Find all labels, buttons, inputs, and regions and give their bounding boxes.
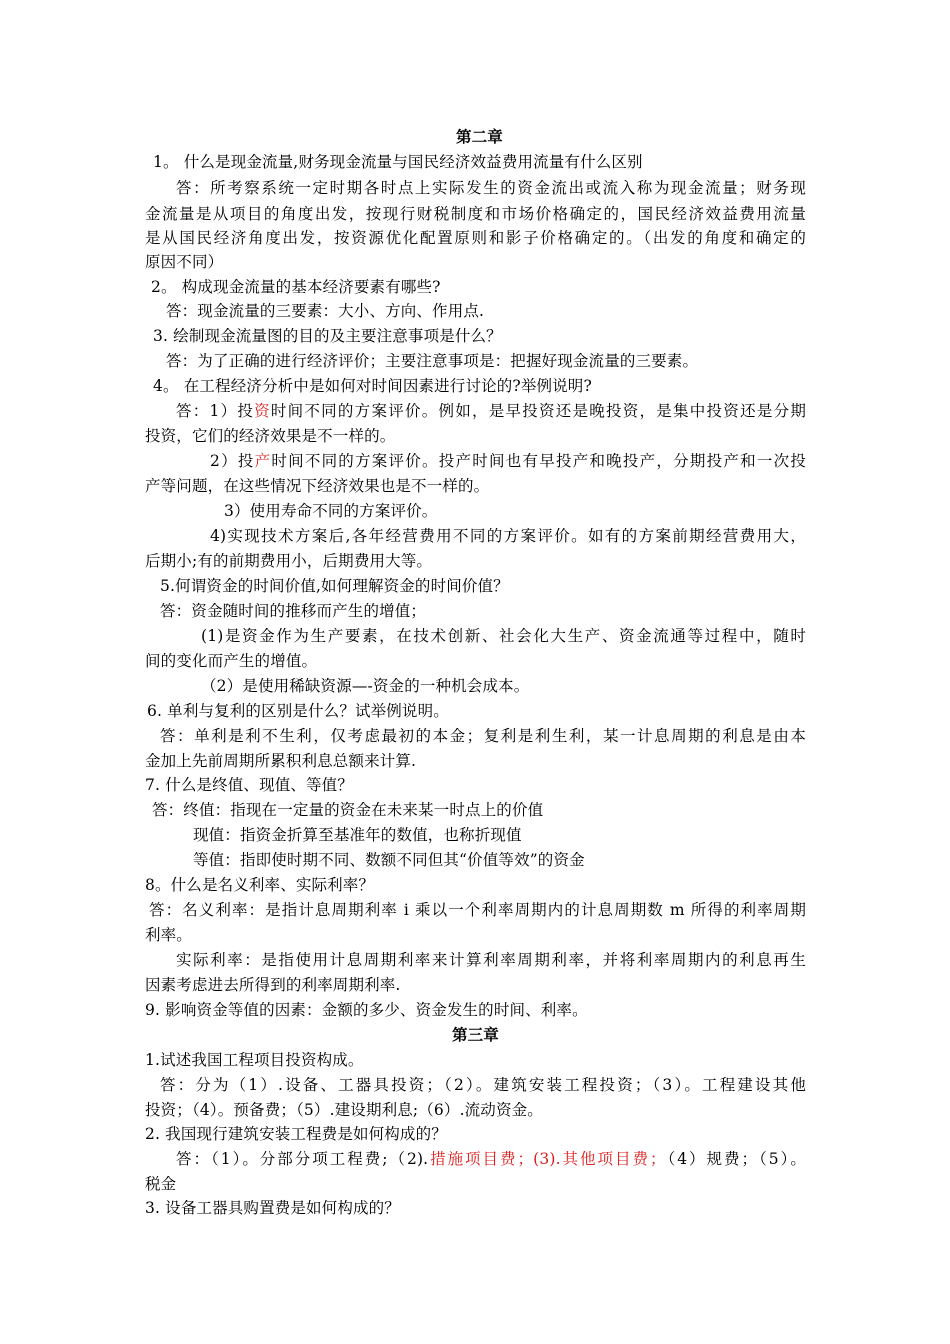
answer-2: 答：现金流量的三要素：大小、方向、作用点. — [166, 302, 485, 320]
answer-8-nominal: 答：名义利率：是指计息周期利率 i 乘以一个利率周期内的计息周期数 m 所得的利率周期 — [149, 901, 806, 919]
answer-8-effective: 实际利率：是指使用计息周期利率来计算利率周期利率，并将利率周期内的利息再生 — [176, 951, 806, 969]
chapter-3-answer-2-cont: 税金 — [145, 1175, 177, 1193]
chapter-3-title: 第三章 — [452, 1025, 499, 1044]
answer-7-equivalent-value: 等值：指即使时期不同、数额不同但其“价值等效”的资金 — [193, 851, 585, 869]
answer-8-nominal-cont: 利率。 — [145, 926, 192, 944]
answer-8-effective-cont: 因素考虑进去所得到的利率周期利率. — [145, 976, 401, 994]
question-8: 8。什么是名义利率、实际利率？ — [145, 876, 375, 894]
answer-4-item-2-pre: 2）投 — [210, 452, 255, 470]
answer-4-item-3: 3）使用寿命不同的方案评价。 — [224, 502, 438, 520]
answer-3: 答：为了正确的进行经济评价；主要注意事项是：把握好现金流量的三要素。 — [166, 352, 699, 370]
answer-6-cont: 金加上先前周期所累积利息总额来计算. — [145, 752, 417, 770]
answer-4-item-4-cont: 后期小;有的前期费用小，后期费用大等。 — [145, 552, 433, 570]
answer-4-item-1-post: 时间不同的方案评价。例如，是早投资还是晚投资，是集中投资还是分期 — [270, 402, 806, 420]
answer-5-item-2: （2）是使用稀缺资源—-资金的一种机会成本。 — [201, 677, 530, 695]
chapter-3-question-2: 2. 我国现行建筑安装工程费是如何构成的？ — [145, 1125, 447, 1143]
chapter-3-question-1: 1.试述我国工程项目投资构成。 — [145, 1051, 364, 1069]
highlight-text: 措施项目费；(3).其他项目费； — [428, 1150, 666, 1168]
chapter-3-answer-2-post: （4）规费；（5）。 — [665, 1150, 806, 1168]
answer-4-item-4: 4)实现技术方案后,各年经营费用不同的方案评价。如有的方案前期经营费用大， — [210, 527, 806, 545]
chapter-3-answer-1-cont: 投资；（4）。预备费；（5）.建设期利息;（6）.流动资金。 — [145, 1101, 543, 1119]
question-6: 6. 单利与复利的区别是什么？试举例说明。 — [147, 702, 449, 720]
highlight-text: 资 — [254, 402, 271, 420]
chapter-3-answer-2-pre: 答：（1）。分部分项工程费;（2). — [176, 1150, 429, 1168]
answer-1-line-3: 是从国民经济角度出发，按资源优化配置原则和影子价格确定的。（出发的角度和确定的 — [145, 229, 806, 247]
answer-6: 答：单利是利不生利，仅考虑最初的本金；复利是利生利，某一计息周期的利息是由本 — [160, 727, 806, 745]
answer-4-item-2-cont: 产等问题，在这些情况下经济效果也是不一样的。 — [145, 477, 490, 495]
answer-4-item-1-cont: 投资，它们的经济效果是不一样的。 — [145, 427, 396, 445]
answer-4-item-2-post: 时间不同的方案评价。投产时间也有早投产和晚投产，分期投产和一次投 — [271, 452, 806, 470]
answer-1-line-4: 原因不同） — [145, 253, 224, 271]
question-9: 9. 影响资金等值的因素：金额的多少、资金发生的时间、利率。 — [145, 1001, 588, 1019]
highlight-text: 产 — [254, 452, 272, 470]
answer-1-line-2: 金流量是从项目的角度出发，按现行财税制度和市场价格确定的，国民经济效益费用流量 — [145, 205, 806, 223]
question-1: 1。 什么是现金流量,财务现金流量与国民经济效益费用流量有什么区别 — [153, 153, 643, 171]
answer-1-line-1: 答：所考察系统一定时期各时点上实际发生的资金流出或流入称为现金流量；财务现 — [176, 179, 806, 197]
chapter-3-answer-1: 答：分为（1）.设备、工器具投资；（2）。建筑安装工程投资；（3）。工程建设其他 — [160, 1076, 806, 1094]
chapter-3-question-3: 3. 设备工器具购置费是如何构成的？ — [145, 1199, 400, 1217]
question-4: 4。 在工程经济分析中是如何对时间因素进行讨论的?举例说明? — [153, 377, 592, 395]
question-3: 3. 绘制现金流量图的目的及主要注意事项是什么？ — [153, 327, 502, 345]
answer-4-item-2 — [210, 451, 806, 471]
chapter-2-title: 第二章 — [456, 127, 503, 146]
answer-5-item-1: (1)是资金作为生产要素，在技术创新、社会化大生产、资金流通等过程中，随时 — [201, 627, 806, 645]
answer-7-present-value: 现值：指资金折算至基准年的数值，也称折现值 — [193, 826, 522, 844]
answer-4-item-1-pre: 答：1）投 — [176, 402, 255, 420]
question-7: 7. 什么是终值、现值、等值？ — [145, 776, 353, 794]
question-5: 5.何谓资金的时间价值,如何理解资金的时间价值？ — [160, 577, 509, 595]
answer-5: 答：资金随时间的推移而产生的增值； — [160, 602, 427, 620]
answer-4-item-1 — [176, 401, 806, 421]
question-2: 2。 构成现金流量的基本经济要素有哪些? — [151, 278, 441, 296]
chapter-3-answer-2 — [176, 1149, 806, 1169]
answer-7-future-value: 答：终值：指现在一定量的资金在未来某一时点上的价值 — [152, 801, 544, 819]
answer-5-item-1-cont: 间的变化而产生的增值。 — [145, 652, 318, 670]
